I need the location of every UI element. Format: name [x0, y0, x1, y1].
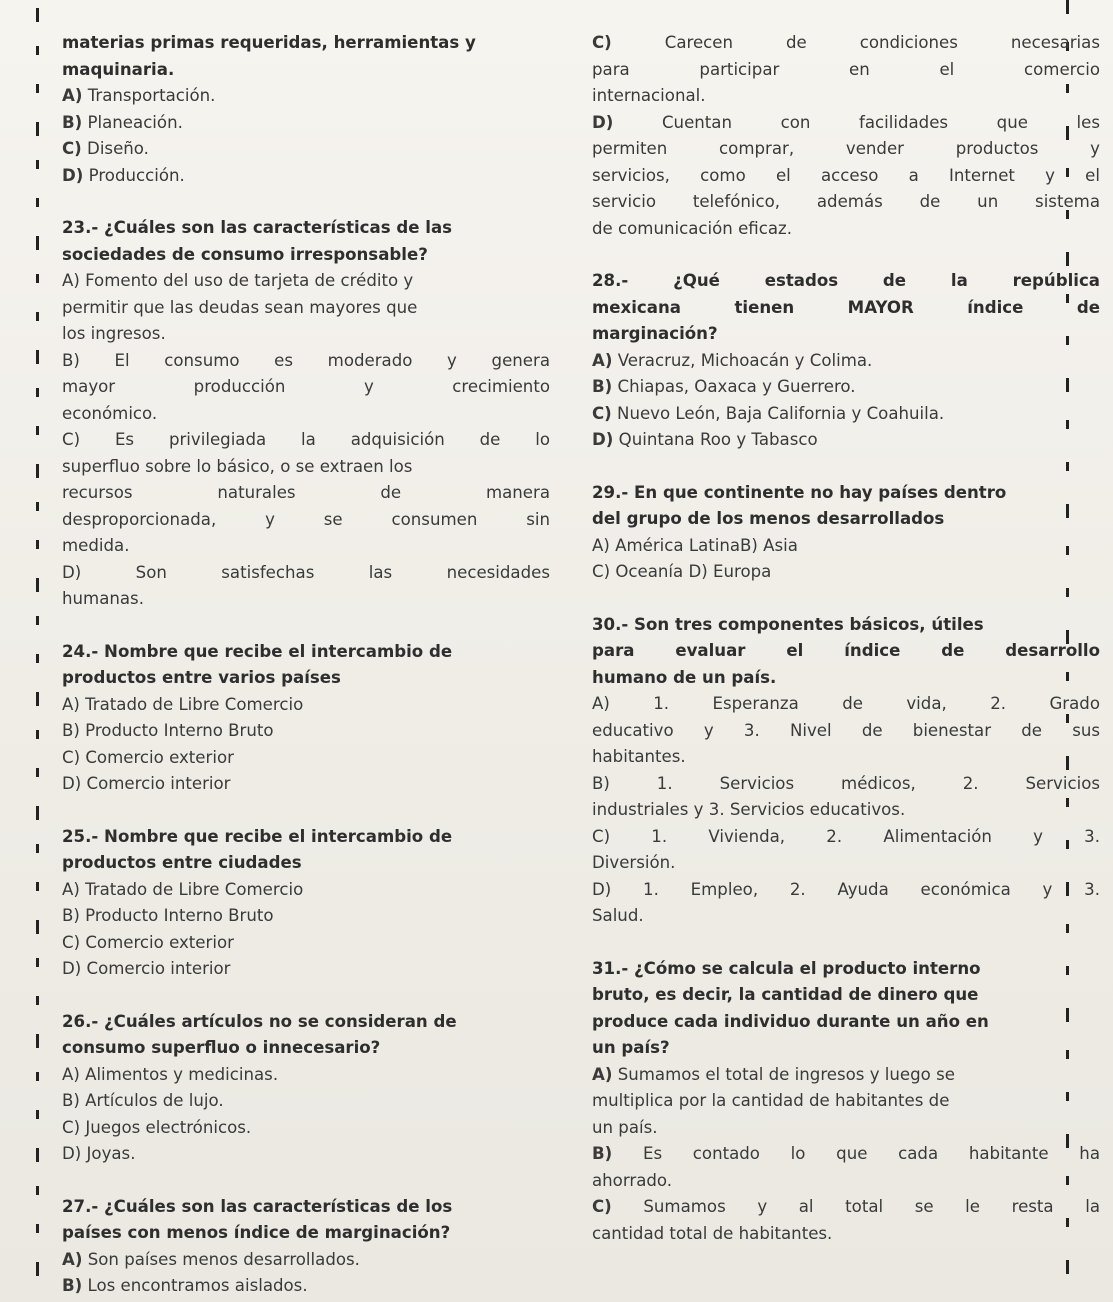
question-line	[592, 1035, 1100, 1062]
line-text: cantidad total de habitantes.	[592, 1223, 833, 1243]
line-text: bruto, es decir, la cantidad de dinero que	[592, 985, 979, 1004]
line-text: desproporcionada, y se consumen sin	[62, 509, 550, 529]
option-label: A)	[592, 350, 613, 370]
question-line	[592, 1009, 1100, 1036]
option-label: D)	[592, 430, 614, 449]
answer-line	[592, 110, 1100, 137]
answer-line	[592, 903, 1100, 930]
line-text: produce cada individuo durante un año en	[592, 1011, 989, 1031]
answer-line	[62, 903, 550, 930]
question-line	[592, 480, 1100, 507]
margin-mark	[36, 84, 39, 93]
answer-line	[592, 163, 1100, 190]
line-text: 27.- ¿Cuáles son las características de los	[62, 1196, 453, 1216]
line-text: Sumamos y al total se le resta la	[611, 1197, 1100, 1216]
line-text: Planeación.	[82, 112, 183, 132]
margin-mark	[36, 1110, 39, 1119]
answer-line	[62, 401, 550, 428]
answer-line	[592, 30, 1100, 57]
answer-line	[592, 1194, 1100, 1221]
line-text: materias primas requeridas, herramientas y	[62, 33, 476, 52]
option-label: C)	[592, 1197, 612, 1216]
line-text: Sumamos el total de ingresos y luego se	[612, 1064, 955, 1084]
line-text: servicios, como el acceso a Internet y el	[592, 165, 1100, 185]
margin-mark	[36, 236, 39, 250]
option-label: D)	[62, 165, 84, 185]
answer-line	[592, 83, 1100, 110]
question-line	[592, 321, 1100, 348]
answer-line	[592, 57, 1100, 84]
answer-line	[62, 295, 550, 322]
line-text: consumo superfluo o innecesario?	[62, 1038, 381, 1057]
margin-mark	[36, 920, 39, 934]
spacer	[62, 189, 550, 215]
answer-line	[592, 427, 1100, 454]
margin-mark	[36, 388, 39, 397]
line-text: Veracruz, Michoacán y Colima.	[612, 350, 873, 370]
margin-mark	[36, 1034, 39, 1048]
line-text: B) Artículos de lujo.	[62, 1091, 224, 1110]
answer-line	[592, 189, 1100, 216]
answer-line	[62, 560, 550, 587]
margin-mark	[36, 692, 39, 706]
answer-line	[62, 586, 550, 613]
line-text: medida.	[62, 536, 130, 555]
margin-mark	[36, 1072, 39, 1081]
answer-line	[62, 930, 550, 957]
line-text: humanas.	[62, 589, 144, 608]
answer-line	[592, 797, 1100, 824]
margin-mark	[36, 882, 39, 891]
line-text: países con menos índice de marginación?	[62, 1223, 451, 1242]
line-text: multiplica por la cantidad de habitantes de	[592, 1091, 950, 1110]
margin-mark	[36, 464, 39, 478]
answer-line	[62, 321, 550, 348]
margin-mark	[36, 540, 39, 549]
option-label: B)	[62, 112, 83, 132]
answer-line	[592, 136, 1100, 163]
line-text: C) Oceanía D) Europa	[592, 562, 772, 581]
line-text: recursos naturales de manera	[62, 483, 550, 502]
right-margin-marks	[0, 0, 8, 1302]
answer-line	[592, 744, 1100, 771]
answer-line	[592, 771, 1100, 798]
answer-line	[62, 692, 550, 719]
answer-line	[592, 824, 1100, 851]
line-text: 30.- Son tres componentes básicos, útiles	[592, 614, 984, 634]
answer-line	[62, 1088, 550, 1115]
answer-line	[62, 1273, 550, 1300]
margin-mark	[1066, 1260, 1069, 1274]
answer-line	[592, 216, 1100, 243]
answer-line	[592, 718, 1100, 745]
line-text: mayor producción y crecimiento	[62, 377, 550, 396]
answer-line	[592, 691, 1100, 718]
line-text: ahorrado.	[592, 1170, 673, 1190]
line-text: superfluo sobre lo básico, o se extraen los	[62, 456, 413, 476]
option-label: B)	[62, 1276, 83, 1295]
line-text: mexicana tienen MAYOR índice de	[592, 297, 1100, 317]
margin-mark	[36, 654, 39, 663]
line-text: 28.- ¿Qué estados de la república	[592, 271, 1100, 290]
margin-mark	[36, 502, 39, 511]
line-text: Chiapas, Oaxaca y Guerrero.	[612, 377, 856, 396]
answer-line	[62, 1141, 550, 1168]
line-text: 23.- ¿Cuáles son las características de las	[62, 218, 453, 237]
line-text: B) 1. Servicios médicos, 2. Servicios	[592, 773, 1100, 793]
question-line	[62, 242, 550, 269]
answer-line	[62, 374, 550, 401]
line-text: industriales y 3. Servicios educativos.	[592, 800, 906, 819]
question-line	[62, 1220, 550, 1247]
question-line	[592, 638, 1100, 665]
line-text: Salud.	[592, 906, 644, 925]
answer-line	[62, 136, 550, 163]
margin-mark	[36, 8, 39, 22]
margin-mark	[36, 1262, 39, 1276]
answer-line	[62, 427, 550, 454]
question-line	[62, 665, 550, 692]
line-text: Carecen de condiciones necesarias	[611, 33, 1100, 52]
answer-line	[592, 559, 1100, 586]
answer-line	[592, 877, 1100, 904]
answer-line	[62, 268, 550, 295]
line-text: Producción.	[83, 165, 185, 185]
margin-mark	[36, 198, 39, 207]
line-text: un país.	[592, 1117, 658, 1137]
answer-line	[592, 1168, 1100, 1195]
line-text: D) Comercio interior	[62, 774, 231, 793]
margin-mark	[36, 844, 39, 853]
option-label: A)	[62, 1249, 83, 1269]
option-label: C)	[592, 403, 612, 423]
answer-line	[62, 1062, 550, 1089]
line-text: A) Tratado de Libre Comercio	[62, 879, 304, 899]
line-text: un país?	[592, 1038, 670, 1057]
margin-mark	[36, 616, 39, 625]
line-text: C) Es privilegiada la adquisición de lo	[62, 430, 550, 449]
answer-line	[592, 374, 1100, 401]
line-text: productos entre varios países	[62, 668, 341, 687]
line-text: económico.	[62, 403, 158, 423]
answer-line	[62, 533, 550, 560]
margin-mark	[36, 46, 39, 55]
option-label: B)	[592, 377, 613, 396]
line-text: humano de un país.	[592, 667, 777, 687]
margin-mark	[36, 1186, 39, 1195]
line-text: los ingresos.	[62, 324, 166, 343]
margin-mark	[36, 1148, 39, 1162]
line-text: Diseño.	[81, 139, 149, 158]
question-line	[62, 824, 550, 851]
margin-mark	[36, 806, 39, 820]
answer-line	[592, 533, 1100, 560]
line-text: Diversión.	[592, 853, 676, 872]
question-line	[592, 506, 1100, 533]
option-label: C)	[592, 33, 612, 52]
question-line	[62, 57, 550, 84]
answer-line	[62, 771, 550, 798]
right-column	[592, 30, 1100, 1247]
line-text: 29.- En que continente no hay países dentro	[592, 482, 1007, 502]
question-line	[62, 639, 550, 666]
line-text: 24.- Nombre que recibe el intercambio de	[62, 641, 453, 661]
line-text: Quintana Roo y Tabasco	[613, 430, 818, 449]
line-text: habitantes.	[592, 747, 686, 766]
spacer	[592, 586, 1100, 612]
line-text: de comunicación eficaz.	[592, 218, 793, 238]
line-text: D) Comercio interior	[62, 959, 231, 978]
margin-mark	[36, 578, 39, 592]
answer-line	[592, 1062, 1100, 1089]
question-line	[62, 850, 550, 877]
line-text: A) 1. Esperanza de vida, 2. Grado	[592, 694, 1100, 713]
answer-line	[592, 1088, 1100, 1115]
answer-line	[592, 850, 1100, 877]
margin-mark	[36, 350, 39, 364]
option-label: C)	[62, 139, 82, 158]
option-label: A)	[62, 86, 83, 105]
line-text: A) América LatinaB) Asia	[592, 535, 798, 555]
line-text: permitir que las deudas sean mayores que	[62, 297, 418, 317]
answer-line	[62, 745, 550, 772]
answer-line	[592, 1115, 1100, 1142]
line-text: educativo y 3. Nivel de bienestar de sus	[592, 720, 1100, 740]
answer-line	[592, 1221, 1100, 1248]
margin-mark	[36, 160, 39, 169]
line-text: A) Alimentos y medicinas.	[62, 1064, 279, 1084]
line-text: D) Joyas.	[62, 1144, 136, 1163]
margin-mark	[36, 996, 39, 1005]
line-text: 26.- ¿Cuáles artículos no se consideran de	[62, 1011, 457, 1031]
line-text: C) Comercio exterior	[62, 747, 234, 767]
spacer	[62, 798, 550, 824]
answer-line	[592, 348, 1100, 375]
line-text: B) Producto Interno Bruto	[62, 721, 274, 740]
spacer	[592, 454, 1100, 480]
line-text: 25.- Nombre que recibe el intercambio de	[62, 826, 453, 846]
option-label: A)	[592, 1064, 613, 1084]
line-text: del grupo de los menos desarrollados	[592, 509, 945, 528]
margin-mark	[36, 274, 39, 283]
line-text: A) Fomento del uso de tarjeta de crédito y	[62, 271, 414, 290]
question-line	[592, 268, 1100, 295]
spacer	[592, 930, 1100, 956]
line-text: C) Comercio exterior	[62, 932, 234, 952]
line-text: para evaluar el índice de desarrollo	[592, 641, 1100, 660]
line-text: C) Juegos electrónicos.	[62, 1117, 252, 1137]
answer-line	[62, 877, 550, 904]
line-text: marginación?	[592, 324, 718, 343]
answer-line	[62, 110, 550, 137]
line-text: Los encontramos aislados.	[82, 1276, 308, 1295]
line-text: Nuevo León, Baja California y Coahuila.	[611, 403, 945, 423]
line-text: permiten comprar, vender productos y	[592, 139, 1100, 158]
question-line	[592, 295, 1100, 322]
line-text: servicio telefónico, además de un sistema	[592, 192, 1100, 211]
option-label: B)	[592, 1144, 613, 1163]
line-text: Es contado lo que cada habitante ha	[612, 1144, 1100, 1163]
question-line	[592, 956, 1100, 983]
answer-line	[62, 1247, 550, 1274]
line-text: D) 1. Empleo, 2. Ayuda económica y 3.	[592, 879, 1100, 899]
spacer	[62, 1168, 550, 1194]
line-text: B) Producto Interno Bruto	[62, 906, 274, 925]
margin-mark	[36, 958, 39, 967]
answer-line	[62, 83, 550, 110]
margin-mark	[36, 768, 39, 777]
question-line	[62, 215, 550, 242]
line-text: D) Son satisfechas las necesidades	[62, 562, 550, 582]
line-text: maquinaria.	[62, 59, 175, 79]
answer-line	[62, 956, 550, 983]
margin-mark	[1066, 0, 1069, 14]
answer-line	[62, 1115, 550, 1142]
answer-line	[62, 507, 550, 534]
line-text: C) 1. Vivienda, 2. Alimentación y 3.	[592, 826, 1100, 846]
margin-mark	[36, 1224, 39, 1233]
option-label: D)	[592, 112, 614, 132]
question-line	[592, 612, 1100, 639]
spacer	[62, 613, 550, 639]
margin-mark	[36, 312, 39, 321]
line-text: internacional.	[592, 86, 706, 105]
answer-line	[62, 163, 550, 190]
line-text: sociedades de consumo irresponsable?	[62, 244, 428, 264]
line-text: Transportación.	[82, 86, 216, 105]
question-line	[592, 982, 1100, 1009]
answer-line	[62, 348, 550, 375]
answer-line	[62, 480, 550, 507]
line-text: Cuentan con facilidades que les	[613, 112, 1100, 132]
question-line	[62, 1194, 550, 1221]
answer-line	[592, 1141, 1100, 1168]
answer-line	[62, 454, 550, 481]
answer-line	[62, 718, 550, 745]
left-column	[62, 30, 550, 1300]
line-text: para participar en el comercio	[592, 59, 1100, 79]
spacer	[62, 983, 550, 1009]
line-text: productos entre ciudades	[62, 853, 302, 872]
margin-mark	[36, 730, 39, 739]
line-text: B) El consumo es moderado y genera	[62, 350, 550, 370]
question-line	[62, 30, 550, 57]
answer-line	[592, 401, 1100, 428]
line-text: 31.- ¿Cómo se calcula el producto interno	[592, 958, 981, 978]
margin-mark	[36, 426, 39, 435]
line-text: A) Tratado de Libre Comercio	[62, 694, 304, 714]
line-text: Son países menos desarrollados.	[82, 1249, 360, 1269]
question-line	[592, 665, 1100, 692]
spacer	[592, 242, 1100, 268]
question-line	[62, 1035, 550, 1062]
margin-mark	[36, 122, 39, 136]
question-line	[62, 1009, 550, 1036]
